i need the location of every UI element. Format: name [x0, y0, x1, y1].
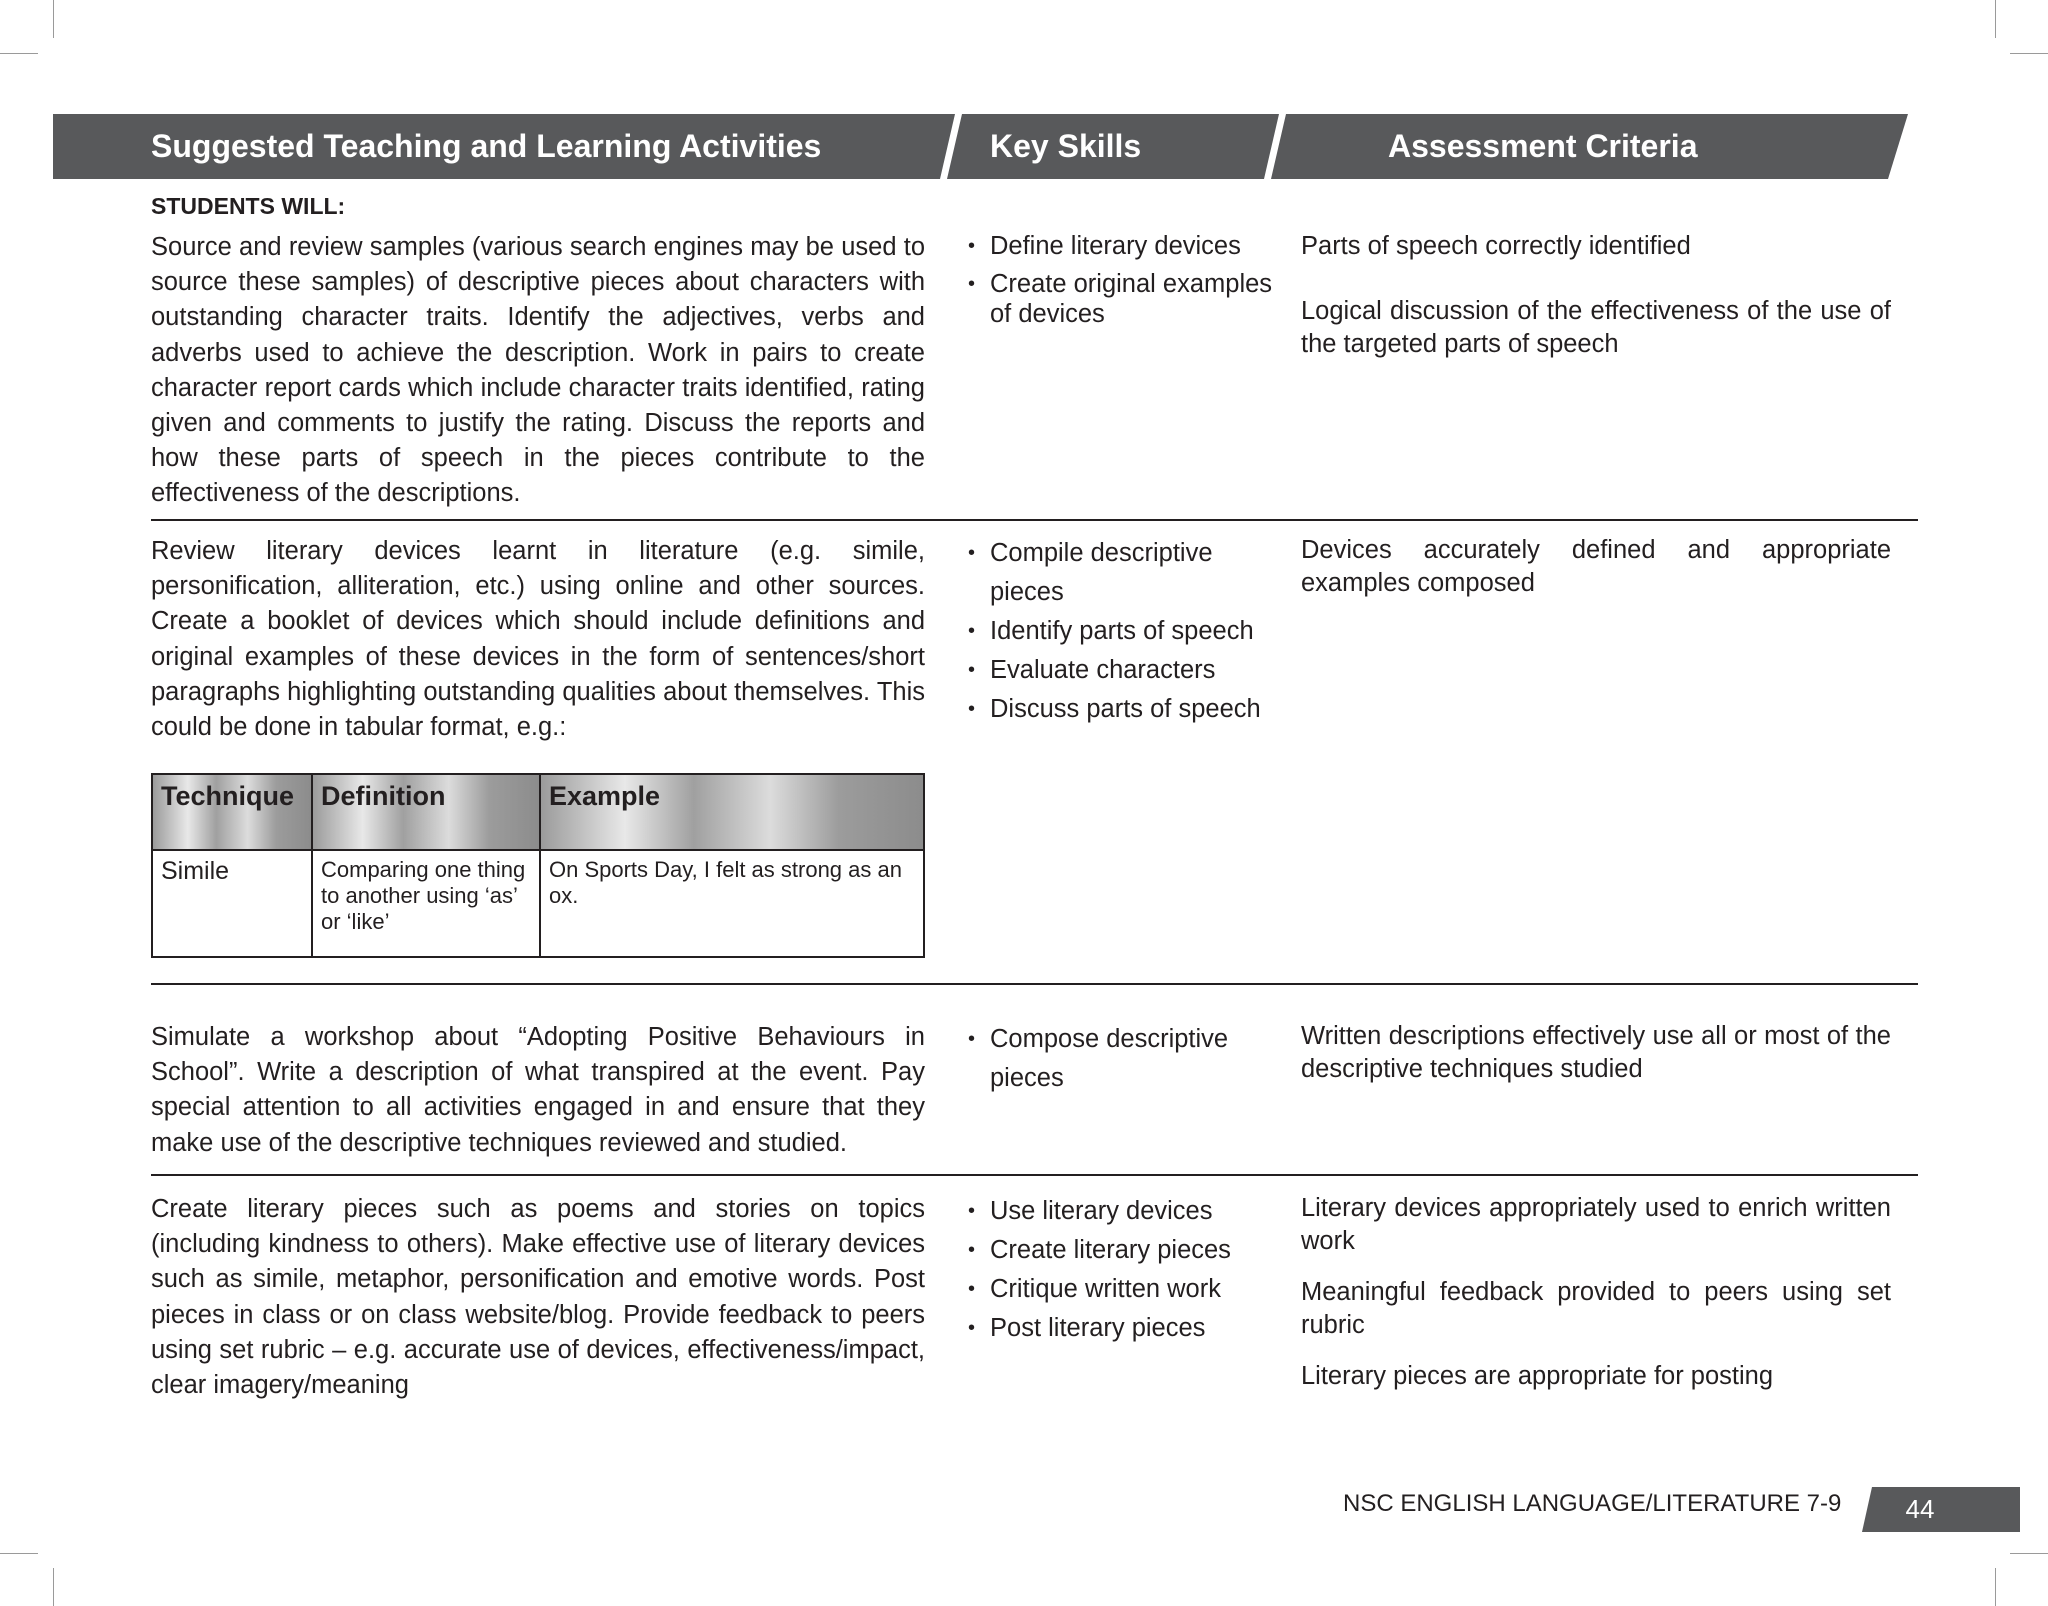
criterion: Literary devices appropriately used to enrich written work	[1301, 1194, 1891, 1255]
list-item: • Create original examples of devices	[968, 270, 1273, 328]
activity-text: Source and review samples (various search engines may be used to source these samples) of descriptive pieces about characters with outstanding character traits. Identify the adjectives, verbs and adverbs used to achieve the description. Work in pairs to create character report cards which include character traits identified, rating given and comments to justify the rating. Discuss the reports and how these parts of speech in the pieces contribute to the effectiveness of the descriptions.	[151, 233, 925, 508]
criterion: Written descriptions effectively use all or most of the descriptive techniques studied	[1301, 1022, 1891, 1083]
activity-text: Create literary pieces such as poems and stories on topics (including kindness to others). Make effective use of literary devices such as simile, metaphor, personification and emotive words. Post pieces in class or on class website/blog. Provide feedback to peers using set rubric – e.g. accurate use of devices, effectiveness/impact, clear imagery/meaning	[151, 1195, 925, 1400]
row-divider	[151, 519, 1918, 521]
criterion: Meaningful feedback provided to peers using set rubric	[1301, 1278, 1891, 1339]
key-skills-list	[966, 1020, 1286, 1098]
table-cell-definition: Comparing one thing to another using ‘as’ or ‘like’	[312, 850, 540, 957]
crop-mark	[0, 1553, 38, 1554]
crop-mark	[53, 0, 54, 38]
assessment-criteria	[1301, 1192, 1891, 1411]
page-number: 44	[1905, 1494, 1935, 1524]
key-skills-list	[966, 1192, 1286, 1348]
row-divider	[151, 983, 1918, 985]
criterion: Parts of speech correctly identified	[1301, 232, 1691, 260]
crop-mark	[2010, 53, 2048, 54]
header-activities: Suggested Teaching and Learning Activities	[151, 128, 822, 164]
assessment-criteria	[1301, 534, 1891, 632]
header-key-skills: Key Skills	[990, 128, 1142, 164]
key-skills-list	[966, 534, 1286, 729]
table-header-definition: Definition	[312, 774, 540, 850]
list-item: • Discuss parts of speech	[968, 695, 1261, 723]
criterion: Literary pieces are appropriate for posting	[1301, 1362, 1774, 1390]
assessment-criteria	[1301, 230, 1891, 393]
activity-text: Review literary devices learnt in literature (e.g. simile, personification, alliteration, etc.) using online and other sources. Create a booklet of devices which should include definitions and original examples of these devices in the form of sentences/short paragraphs highlighting outstanding qualities about themselves. This could be done in tabular format, e.g.:	[151, 537, 925, 742]
literary-devices-example-table	[151, 773, 925, 958]
table-header-technique: Technique	[152, 774, 312, 850]
list-item: • Compose descriptive pieces	[968, 1025, 1229, 1092]
assessment-criteria	[1301, 1020, 1891, 1118]
activity-text: Simulate a workshop about “Adopting Positive Behaviours in School”. Write a description of what transpired at the event. Pay special attention to all activities engaged in and ensure that they make use of the descriptive techniques reviewed and studied.	[151, 1023, 925, 1157]
crop-mark	[53, 1568, 54, 1606]
crop-mark	[1995, 0, 1996, 38]
list-item: • Define literary devices	[968, 232, 1241, 260]
crop-mark	[2010, 1553, 2048, 1554]
crop-mark	[1995, 1568, 1996, 1606]
list-item: • Post literary pieces	[968, 1314, 1206, 1342]
list-item: • Compile descriptive pieces	[968, 539, 1213, 606]
table-header-example: Example	[540, 774, 924, 850]
list-item: • Use literary devices	[968, 1197, 1213, 1225]
list-item: • Evaluate characters	[968, 656, 1216, 684]
criterion: Devices accurately defined and appropriate examples composed	[1301, 536, 1891, 597]
header-assessment-criteria: Assessment Criteria	[1388, 128, 1698, 164]
list-item: • Critique written work	[968, 1275, 1221, 1303]
row-divider	[151, 1174, 1918, 1176]
list-item: • Identify parts of speech	[968, 617, 1254, 645]
students-will-label: STUDENTS WILL:	[151, 193, 346, 219]
crop-mark	[0, 53, 38, 54]
key-skills-list	[966, 230, 1286, 335]
table-cell-technique: Simile	[152, 850, 312, 957]
table-cell-example: On Sports Day, I felt as strong as an ox.	[540, 850, 924, 957]
footer-title: NSC ENGLISH LANGUAGE/LITERATURE 7-9	[1343, 1490, 1842, 1517]
criterion: Logical discussion of the effectiveness of the use of the targeted parts of speech	[1301, 297, 1891, 358]
list-item: • Create literary pieces	[968, 1236, 1231, 1264]
